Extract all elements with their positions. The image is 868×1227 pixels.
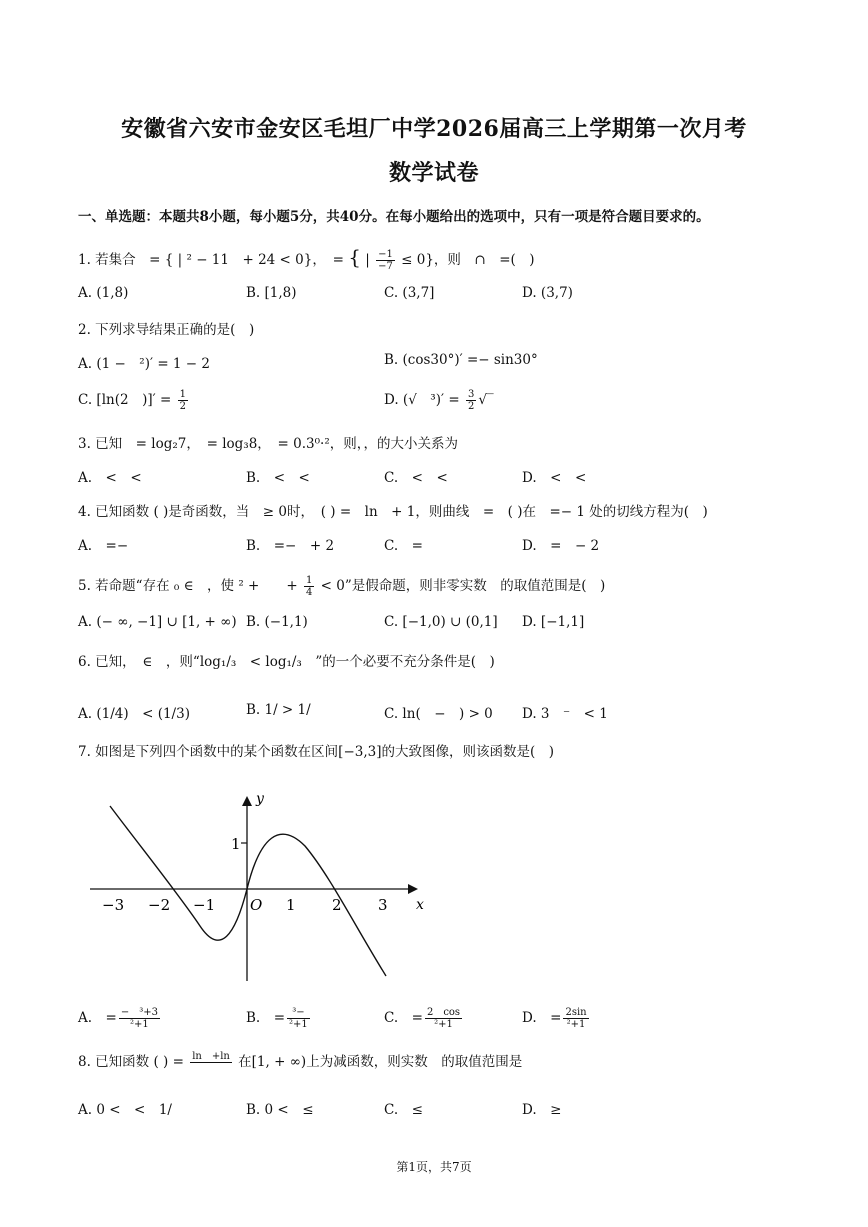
- q2-option-b: B. (cos30°)′ =− sin30°: [384, 352, 538, 368]
- x-tick-label: 2: [332, 896, 342, 914]
- question-5: 5. 若命题“存在 ₀ ∈ ，使 ² + + $\frac{1}{4}$ < 0”是假命题，则非零实数 的取值范围是( ): [78, 575, 606, 598]
- question-7: 7. 如图是下列四个函数中的某个函数在区间[−3,3]的大致图像，则该函数是( ): [78, 744, 555, 760]
- q4-option-a: A. =−: [78, 538, 129, 554]
- q1-option-d: D. (3,7): [522, 285, 573, 301]
- q1-option-c: C. (3,7]: [384, 285, 435, 301]
- q6-option-b: B. 1/ > 1/: [246, 702, 311, 718]
- origin-label: O: [250, 896, 263, 914]
- x-tick-label: −2: [148, 896, 171, 914]
- q6-option-c: C. ln( − ) > 0: [384, 706, 493, 722]
- q1-stem: 1. 若集合 = { | ² − 11 + 24 < 0}， =: [78, 252, 344, 268]
- q7-option-d: D. = $\frac{2\sin}{\text{²+1}}$: [522, 1007, 587, 1030]
- question-3: 3. 已知 = log₂7， = log₃8， = 0.3⁰·²，则，，的大小关系为: [78, 436, 458, 452]
- q8-option-d: D. ≥: [522, 1102, 562, 1118]
- q7-option-b: B. = $\frac{\text{³−}}{\text{²+1}}$: [246, 1007, 308, 1030]
- q1-fraction: $\frac{-1}{-7}$: [378, 249, 393, 272]
- question-6: 6. 已知， ∈ ，则“log₁/₃ < log₁/₃ ”的一个必要不充分条件是( ): [78, 654, 495, 670]
- q8-option-a: A. 0 < < 1/: [78, 1102, 172, 1118]
- q6-option-a: A. (1/4) < (1/3): [78, 706, 190, 722]
- q5-option-c: C. [−1,0) ∪ (0,1]: [384, 614, 498, 630]
- question-1: 1. 若集合 = { | ² − 11 + 24 < 0}， = { | $\frac{-1}{-7}$ ≤ 0}，则 ∩ =( ): [78, 245, 535, 272]
- q7-option-a: A. = $\frac{\text{− ³+3}}{\text{²+1}}$: [78, 1007, 158, 1030]
- q7-option-c: C. = $\frac{2 \cos}{\text{²+1}}$: [384, 1007, 461, 1030]
- page-footer: 第1页，共7页: [396, 1160, 472, 1174]
- q2-option-d: D. (√ ³)′ = $\frac{3}{2}$ √‾: [384, 389, 494, 412]
- x-tick-label: −1: [193, 896, 216, 914]
- q4-option-c: C. =: [384, 538, 423, 554]
- q1-stem-tail: ≤ 0}，则 ∩ =( ): [401, 252, 535, 268]
- y-tick-label: 1: [231, 835, 241, 853]
- x-axis-arrow: [408, 884, 418, 894]
- q5-option-a: A. (− ∞, −1] ∪ [1, + ∞): [78, 614, 237, 630]
- x-tick-label: −3: [102, 896, 125, 914]
- q2-option-c: C. [ln(2 )]′ = $\frac{1}{2}$: [78, 389, 186, 412]
- q1-bar: |: [365, 252, 370, 268]
- q3-option-c: C. < <: [384, 470, 448, 486]
- y-axis-label: y: [256, 791, 264, 807]
- q3-option-b: B. < <: [246, 470, 310, 486]
- q4-option-b: B. =− + 2: [246, 538, 335, 554]
- q8-option-c: C. ≤: [384, 1102, 423, 1118]
- q1-option-b: B. [1,8): [246, 285, 297, 301]
- q1-option-a: A. (1,8): [78, 285, 129, 301]
- q4-option-d: D. = − 2: [522, 538, 600, 554]
- title-line-1: 安徽省六安市金安区毛坦厂中学2026届高三上学期第一次月考: [121, 116, 747, 142]
- q6-option-d: D. 3 ⁻ < 1: [522, 706, 608, 722]
- title-line-2: 数学试卷: [388, 160, 479, 186]
- function-graph: [80, 786, 430, 986]
- q2-option-a: A. (1 − ²)′ = 1 − 2: [78, 356, 211, 372]
- question-2: 2. 下列求导结果正确的是( ): [78, 322, 255, 338]
- question-8: 8. 已知函数 ( ) = ln +ln 在[1, + ∞)上为减函数，则实数 的取值范围是: [78, 1051, 523, 1070]
- q8-option-b: B. 0 < ≤: [246, 1102, 314, 1118]
- x-axis-label: x: [416, 897, 424, 913]
- function-curve: [110, 806, 386, 976]
- y-axis-arrow: [242, 796, 252, 806]
- q5-option-b: B. (−1,1): [246, 614, 308, 630]
- q3-option-a: A. < <: [78, 470, 142, 486]
- section-heading: 一、单选题：本题共8小题，每小题5分，共40分。在每小题给出的选项中，只有一项是符合题目要求的。: [78, 209, 710, 225]
- q3-option-d: D. < <: [522, 470, 587, 486]
- question-4: 4. 已知函数 ( )是奇函数，当 ≥ 0时， ( ) = ln + 1，则曲线 = ( )在 =− 1 处的切线方程为( ): [78, 504, 708, 520]
- x-tick-label: 3: [378, 896, 388, 914]
- q5-option-d: D. [−1,1]: [522, 614, 585, 630]
- x-tick-label: 1: [286, 896, 296, 914]
